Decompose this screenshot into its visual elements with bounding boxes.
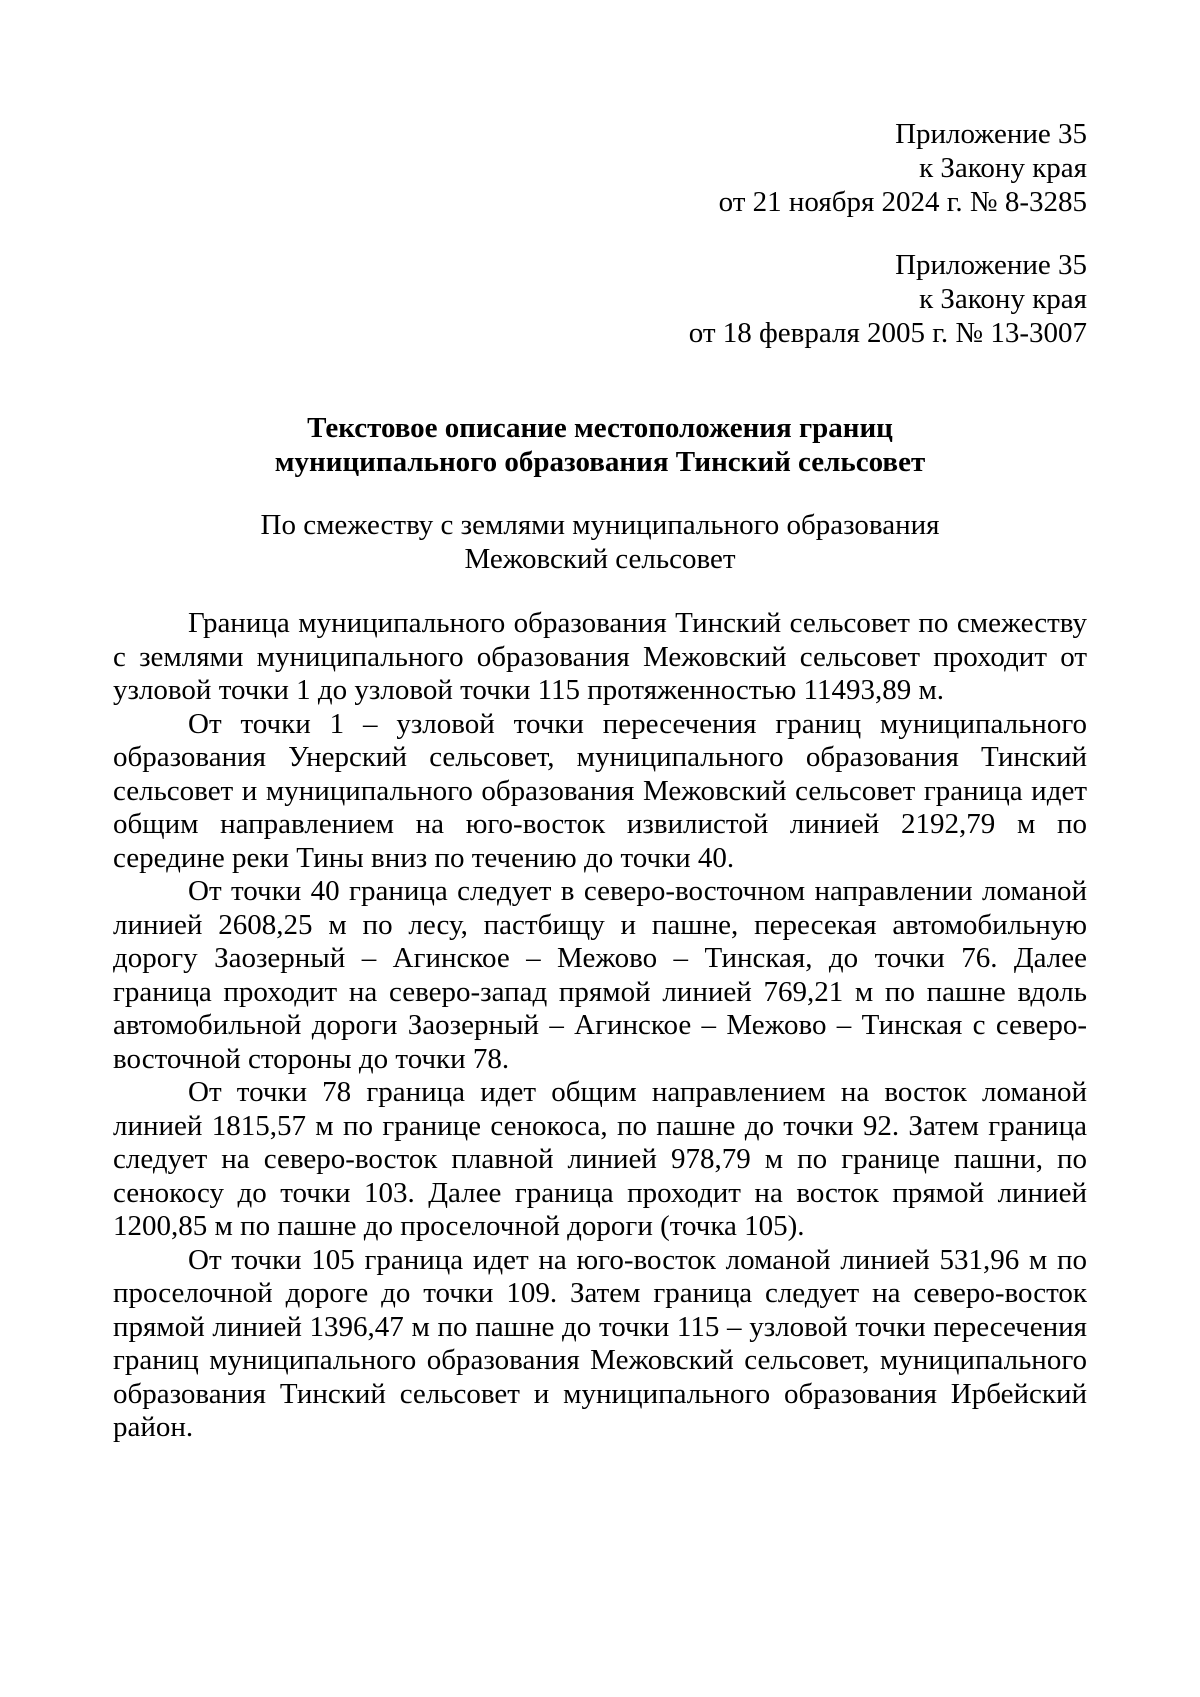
appendix-law-date-number: от 18 февраля 2005 г. № 13-3007 xyxy=(688,317,1087,349)
appendix-law-date-number: от 21 ноября 2024 г. № 8-3285 xyxy=(718,186,1087,218)
document-title-line-2: муниципального образования Тинский сельсовет xyxy=(274,446,926,478)
appendix-law-reference: к Закону края xyxy=(919,283,1087,315)
section-subtitle-line-2: Межовский сельсовет xyxy=(464,543,736,575)
body-paragraph: От точки 40 граница следует в северо-восточном направлении ломаной линией 2608,25 м по лесу, пастбищу и пашне, пересекая автомобильную дорогу Заозерный – Агинское – Межово – Тинская, до точки 76. Далее граница проходит на северо-запад прямой линией 769,21 м по пашне вдоль автомобильной дороги Заозерный – Агинское – Межово – Тинская с северо-восточной стороны до точки 78. xyxy=(113,875,1087,1075)
appendix-number: Приложение 35 xyxy=(895,118,1087,150)
body-paragraph: От точки 78 граница идет общим направлением на восток ломаной линией 1815,57 м по границе сенокоса, по пашне до точки 92. Затем граница следует на северо-восток плавной линией 978,79 м по границе пашни, по сенокосу до точки 103. Далее граница проходит на восток прямой линией 1200,85 м по пашне до проселочной дороги (точка 105). xyxy=(113,1076,1087,1242)
document-title-line-1: Текстовое описание местоположения границ xyxy=(307,412,893,444)
section-subtitle-line-1: По смежеству с землями муниципального образования xyxy=(260,509,940,541)
body-paragraph: От точки 1 – узловой точки пересечения границ муниципального образования Унерский сельсовет, муниципального образования Тинский сельсовет и муниципального образования Межовский сельсовет граница идет общим направлением на юго-восток извилистой линией 2192,79 м по середине реки Тины вниз по течению до точки 40. xyxy=(113,707,1087,874)
section-subtitle xyxy=(113,508,1087,576)
appendix-header-current xyxy=(719,117,1087,219)
body-paragraph: Граница муниципального образования Тинский сельсовет по смежеству с землями муниципального образования Межовский сельсовет проходит от узловой точки 1 до узловой точки 115 протяженностью 11493,89 м. xyxy=(113,607,1087,706)
appendix-number: Приложение 35 xyxy=(895,249,1087,281)
document-title xyxy=(113,411,1087,479)
boundary-description xyxy=(113,607,1087,1445)
appendix-header-original xyxy=(689,248,1087,350)
appendix-law-reference: к Закону края xyxy=(919,152,1087,184)
body-paragraph: От точки 105 граница идет на юго-восток ломаной линией 531,96 м по проселочной дороге до точки 109. Затем граница следует на северо-восток прямой линией 1396,47 м по пашне до точки 115 – узловой точки пересечения границ муниципального образования Межовский сельсовет, муниципального образования Тинский сельсовет и муниципального образования Ирбейский район. xyxy=(113,1243,1087,1443)
